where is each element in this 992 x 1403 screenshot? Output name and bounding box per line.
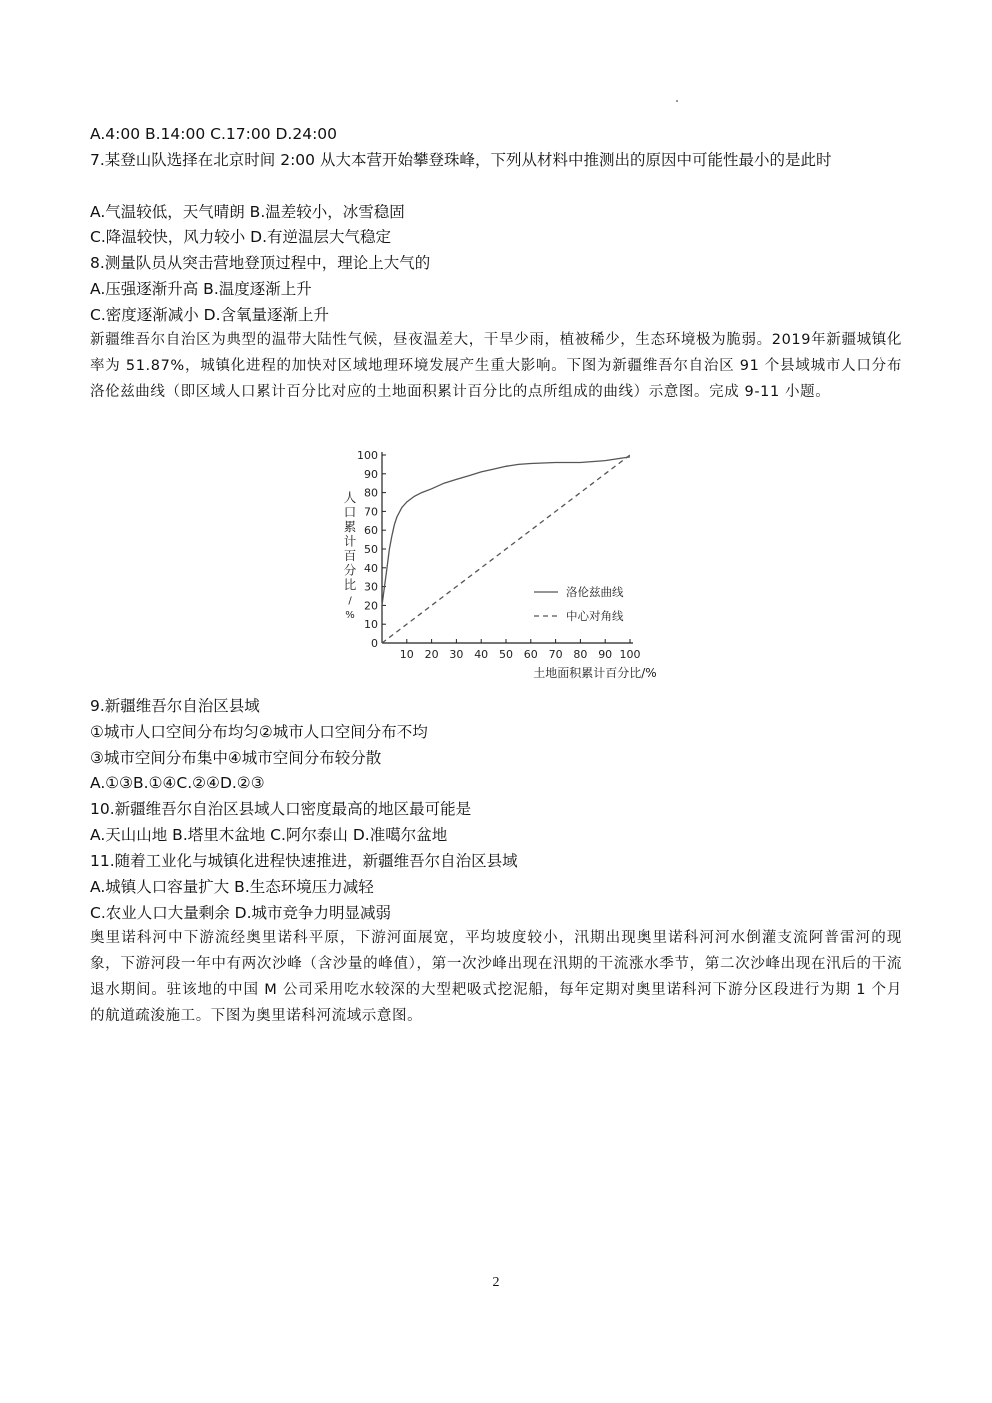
- q11-options-ab: A.城镇人口容量扩大 B.生态环境压力减轻: [90, 878, 374, 896]
- q8-stem: 8.测量队员从突击营地登顶过程中，理论上大气的: [90, 254, 431, 272]
- x-tick-label: 70: [548, 648, 563, 661]
- y-tick-label: 80: [364, 486, 378, 500]
- y-tick-label: 0: [371, 637, 378, 650]
- y-tick-label: 90: [364, 467, 378, 481]
- q9-options-12: ①城市人口空间分布均匀②城市人口空间分布不均: [90, 723, 428, 741]
- lorenz-curve-line: [382, 457, 630, 606]
- y-tick-label: 60: [364, 524, 378, 538]
- chart-legend: [534, 585, 624, 623]
- x-tick-label: 20: [424, 648, 439, 661]
- x-axis-label: 土地面积累计百分比/%: [533, 666, 657, 680]
- legend-label: 洛伦兹曲线: [566, 585, 624, 599]
- x-tick-label: 40: [474, 648, 489, 661]
- q9-options: A.①③B.①④C.②④D.②③: [90, 774, 265, 792]
- y-axis-label: 人口累计百分比/ %: [343, 490, 357, 621]
- y-tick-label: 10: [364, 618, 378, 632]
- q6-options: A.4:00 B.14:00 C.17:00 D.24:00: [90, 125, 338, 143]
- x-tick-label: 30: [449, 648, 464, 661]
- y-tick-label: 30: [364, 580, 378, 594]
- q7-stem: 7.某登山队选择在北京时间 2:00 从大本营开始攀登珠峰，下列从材料中推测出的原因中可能性最小的是此时: [90, 151, 832, 169]
- y-tick-label: 50: [364, 543, 378, 556]
- x-tick-label: 50: [499, 648, 513, 661]
- x-tick-label: 80: [573, 648, 588, 661]
- x-tick-label: 100: [619, 648, 641, 661]
- y-tick-label: 70: [364, 505, 378, 519]
- legend-label: 中心对角线: [566, 609, 624, 623]
- q11-stem: 11.随着工业化与城镇化进程快速推进，新疆维吾尔自治区县域: [90, 852, 518, 870]
- q10-stem: 10.新疆维吾尔自治区县域人口密度最高的地区最可能是: [90, 800, 472, 818]
- q7-options-ab: A.气温较低，天气晴朗 B.温差较小，冰雪稳固: [90, 203, 405, 221]
- q8-options-ab: A.压强逐渐升高 B.温度逐渐上升: [90, 280, 312, 298]
- y-tick-label: 40: [364, 561, 378, 575]
- passage-xinjiang: 新疆维吾尔自治区为典型的温带大陆性气候，昼夜温差大，干旱少雨，植被稀少，生态环境极为脆弱。2019年新疆城镇化率为 51.87%，城镇化进程的加快对区域地理环境发展产生重大影响。下图为新疆维吾尔自治区 91 个县域城市人口分布洛伦兹曲线（即区域人口累计百分比对应的土地面积累计百分比的点所组成的曲线）示意图。完成 9-11 小题。: [90, 332, 902, 400]
- y-tick-label: 100: [357, 449, 378, 462]
- q9-options-34: ③城市空间分布集中④城市空间分布较分散: [90, 749, 382, 767]
- y-tick-label: 20: [364, 599, 378, 613]
- passage-orinoco: 奥里诺科河中下游流经奥里诺科平原，下游河面展宽，平均坡度较小，汛期出现奥里诺科河河水倒灌支流阿普雷河的现象，下游河段一年中有两次沙峰（含沙量的峰值），第一次沙峰出现在汛期的干流涨水季节，第二次沙峰出现在汛后的干流退水期间。驻该地的中国 M 公司采用吃水较深的大型耙吸式挖泥船，每年定期对奥里诺科河下游分区段进行为期 1 个月的航道疏浚施工。下图为奥里诺科河流域示意图。: [90, 930, 902, 1024]
- q8-options-cd: C.密度逐渐减小 D.含氧量逐渐上升: [90, 306, 330, 324]
- q9-stem: 9.新疆维吾尔自治区县域: [90, 697, 260, 715]
- q10-options: A.天山山地 B.塔里木盆地 C.阿尔泰山 D.准噶尔盆地: [90, 826, 448, 844]
- x-tick-label: 60: [523, 648, 538, 661]
- x-tick-label: 90: [598, 648, 613, 661]
- q7-options-cd: C.降温较快，风力较小 D.有逆温层大气稳定: [90, 228, 392, 246]
- page-number: 2: [492, 1275, 500, 1290]
- q11-options-cd: C.农业人口大量剩余 D.城市竞争力明显减弱: [90, 904, 392, 922]
- x-ticks: [400, 639, 641, 661]
- x-tick-label: 10: [399, 648, 414, 661]
- scan-speck: [676, 100, 678, 102]
- lorenz-curve-chart: [330, 440, 670, 685]
